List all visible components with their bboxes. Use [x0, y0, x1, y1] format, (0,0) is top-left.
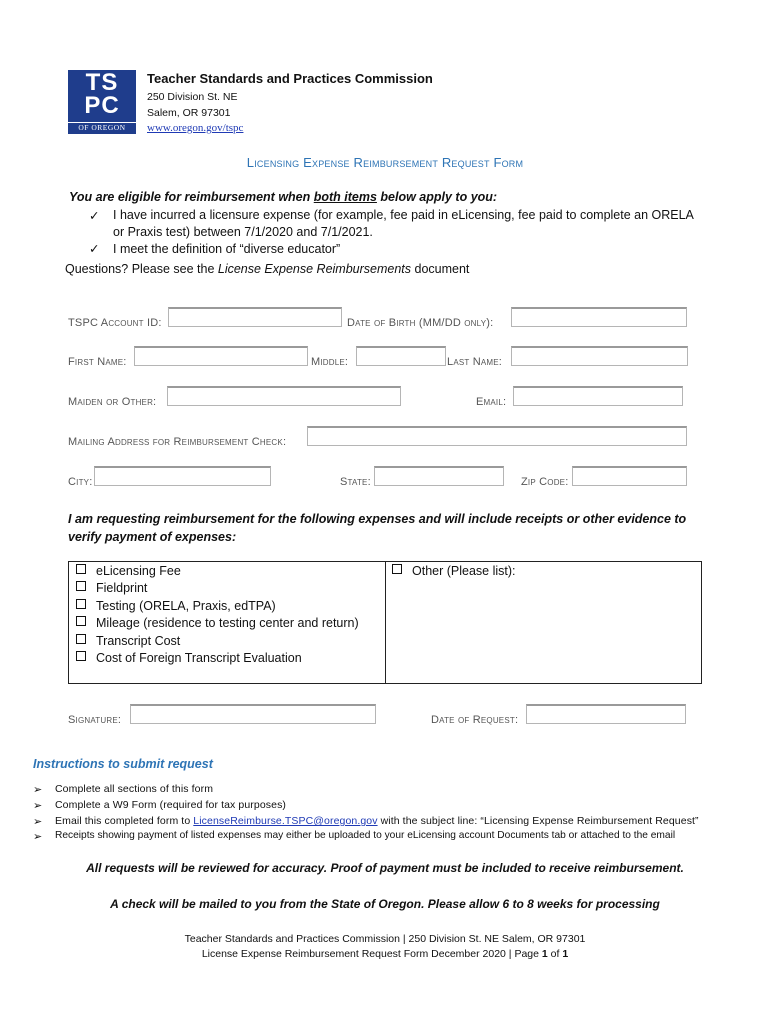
zip-label: Zip Code: [521, 476, 569, 488]
other-option[interactable]: Other (Please list): [392, 563, 516, 580]
form-title: Licensing Expense Reimbursement Request Form [246, 155, 524, 170]
logo-subtitle: OF OREGON [78, 123, 126, 132]
signature-field[interactable] [130, 704, 376, 724]
expense-option[interactable]: Mileage (residence to testing center and return) [76, 615, 359, 632]
account-id-label: TSPC Account ID: [68, 317, 162, 329]
checkbox-icon[interactable] [76, 651, 86, 661]
first-name-label: First Name: [68, 356, 127, 368]
logo-text-top: TS [85, 69, 119, 96]
expense-option[interactable]: Transcript Cost [76, 633, 359, 650]
address-line-2: Salem, OR 97301 [147, 107, 231, 119]
mailing-address-field[interactable] [307, 426, 687, 446]
email-label: Email: [476, 396, 507, 408]
state-label: State: [340, 476, 371, 488]
arrow-bullet-icon: ➢ [33, 784, 43, 796]
eligibility-item-2: I meet the definition of “diverse educator” [113, 242, 341, 256]
website-link[interactable]: www.oregon.gov/tspc [147, 122, 244, 134]
account-id-field[interactable] [168, 307, 342, 327]
checkbox-icon[interactable] [76, 634, 86, 644]
checkbox-icon[interactable] [76, 616, 86, 626]
arrow-bullet-icon: ➢ [33, 800, 43, 812]
questions-note: Questions? Please see the License Expense Reimbursements document [65, 262, 470, 276]
checkbox-icon[interactable] [76, 581, 86, 591]
request-statement: I am requesting reimbursement for the following expenses and will include receipts or other evidence to verify payment of expenses: [68, 512, 687, 544]
organization-name: Teacher Standards and Practices Commission [147, 71, 433, 86]
tspc-logo [68, 70, 136, 134]
date-of-request-label: Date of Request: [431, 714, 519, 726]
arrow-bullet-icon: ➢ [33, 831, 43, 843]
instruction-step-1: Complete all sections of this form [55, 783, 214, 795]
dob-label: Date of Birth (MM/DD only): [347, 317, 494, 329]
instructions-heading: Instructions to submit request [33, 757, 213, 771]
middle-field[interactable] [356, 346, 446, 366]
expense-option[interactable]: eLicensing Fee [76, 563, 359, 580]
dob-field[interactable] [511, 307, 687, 327]
instruction-step-3: Email this completed form to LicenseReimburse.TSPC@oregon.gov with the subject line: “Licensing Expense Reimbursement Request” [55, 815, 699, 827]
email-link[interactable]: LicenseReimburse.TSPC@oregon.gov [193, 815, 378, 827]
expense-table [68, 561, 702, 684]
address-line-1: 250 Division St. NE [147, 91, 238, 103]
city-field[interactable] [94, 466, 271, 486]
maiden-field[interactable] [167, 386, 401, 406]
instruction-step-2: Complete a W9 Form (required for tax purposes) [55, 799, 287, 811]
footer-line-1: Teacher Standards and Practices Commission | 250 Division St. NE Salem, OR 97301 [184, 933, 586, 945]
table-divider [385, 562, 386, 683]
expense-options [76, 563, 359, 667]
checkbox-icon[interactable] [76, 564, 86, 574]
eligibility-intro: You are eligible for reimbursement when both items below apply to you: [69, 190, 498, 204]
last-name-field[interactable] [511, 346, 688, 366]
review-notice: All requests will be reviewed for accuracy. Proof of payment must be included to receive reimbursement. [86, 861, 684, 875]
logo-text-bottom: PC [84, 92, 120, 119]
first-name-field[interactable] [134, 346, 308, 366]
middle-label: Middle: [311, 356, 349, 368]
last-name-label: Last Name: [447, 356, 503, 368]
footer-line-2: License Expense Reimbursement Request Form December 2020 | Page 1 of 1 [201, 948, 569, 960]
eligibility-item-1: I have incurred a licensure expense (for example, fee paid in eLicensing, fee paid to complete an ORELA or Praxis test) between 7/1/2020 and 7/1/2021. [113, 208, 694, 239]
state-field[interactable] [374, 466, 504, 486]
email-field[interactable] [513, 386, 683, 406]
processing-notice: A check will be mailed to you from the State of Oregon. Please allow 6 to 8 weeks for processing [110, 897, 660, 911]
maiden-label: Maiden or Other: [68, 396, 157, 408]
instruction-step-4: Receipts showing payment of listed expenses may either be uploaded to your eLicensing account Documents tab or attached to the email [55, 830, 676, 841]
checkbox-icon[interactable] [392, 564, 402, 574]
checkbox-icon[interactable] [76, 599, 86, 609]
expense-option[interactable]: Cost of Foreign Transcript Evaluation [76, 650, 359, 667]
expense-option[interactable]: Testing (ORELA, Praxis, edTPA) [76, 598, 359, 615]
zip-field[interactable] [572, 466, 687, 486]
check-mark-icon: ✓ [89, 209, 100, 223]
signature-label: Signature: [68, 714, 122, 726]
date-of-request-field[interactable] [526, 704, 686, 724]
expense-option[interactable]: Fieldprint [76, 580, 359, 597]
arrow-bullet-icon: ➢ [33, 816, 43, 828]
city-label: City: [68, 476, 93, 488]
check-mark-icon: ✓ [89, 242, 100, 256]
mailing-address-label: Mailing Address for Reimbursement Check: [68, 436, 287, 448]
